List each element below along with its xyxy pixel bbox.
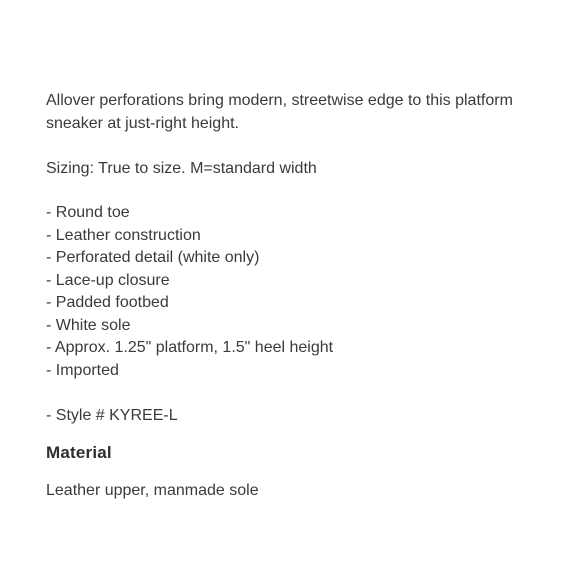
material-heading: Material bbox=[46, 443, 112, 462]
product-description: Allover perforations bring modern, streetwise edge to this platform sneaker at just-right height. bbox=[46, 92, 513, 132]
feature-item: - Perforated detail (white only) bbox=[46, 249, 260, 266]
feature-item: - White sole bbox=[46, 316, 131, 334]
feature-item: - Padded footbed bbox=[46, 294, 169, 311]
feature-item: - Leather construction bbox=[46, 226, 201, 244]
style-number: - Style # KYREE-L bbox=[46, 407, 178, 424]
feature-item: - Round toe bbox=[46, 204, 130, 221]
feature-item: - Imported bbox=[46, 361, 119, 379]
material-text: Leather upper, manmade sole bbox=[46, 482, 259, 499]
feature-item: - Approx. 1.25" platform, 1.5" heel height bbox=[46, 339, 334, 356]
sizing-info: Sizing: True to size. M=standard width bbox=[46, 160, 317, 177]
feature-item: - Lace-up closure bbox=[46, 271, 170, 289]
feature-list bbox=[46, 202, 566, 382]
product-details bbox=[46, 89, 566, 502]
